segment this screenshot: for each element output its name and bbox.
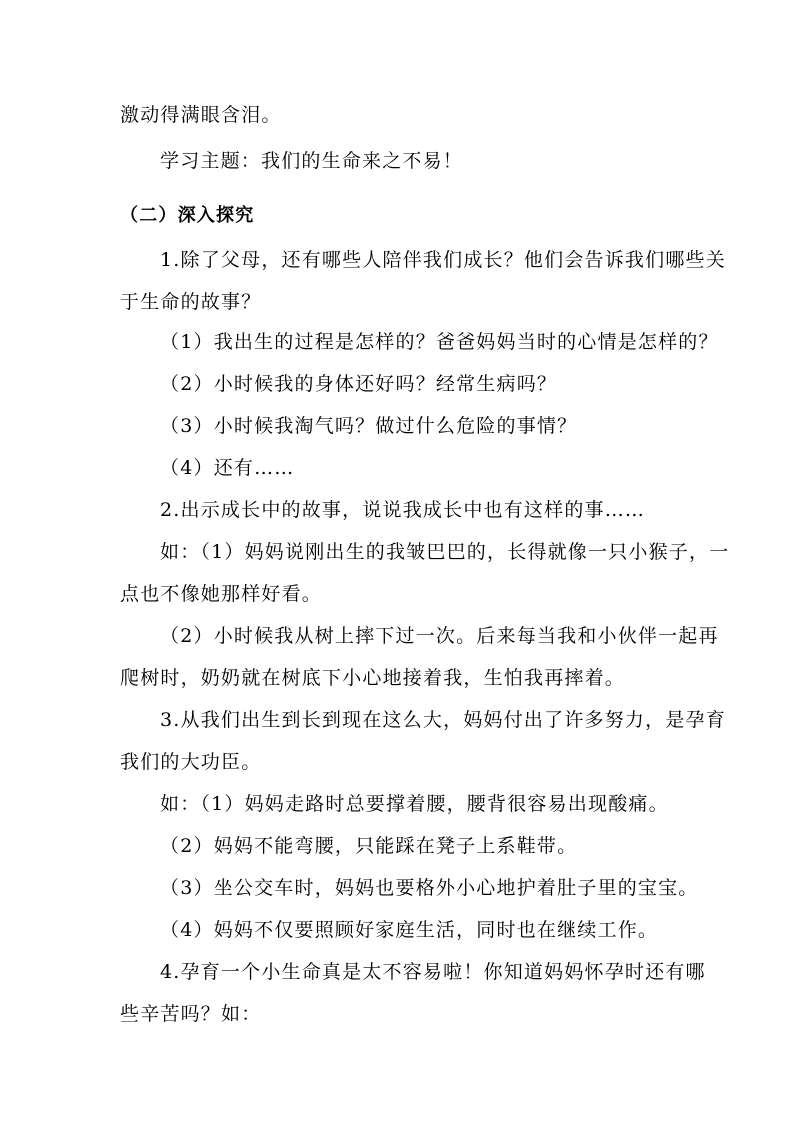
example-line: 如：（1）妈妈说刚出生的我皱巴巴的，长得就像一只小猴子，一	[160, 541, 730, 563]
example-line: 如：（1）妈妈走路时总要撑着腰，腰背很容易出现酸痛。	[160, 793, 669, 815]
paragraph-line: 3.从我们出生到长到现在这么大，妈妈付出了许多努力，是孕育	[160, 709, 726, 731]
example-line: （2）妈妈不能弯腰，只能踩在凳子上系鞋带。	[160, 835, 578, 857]
paragraph-line: 我们的大功臣。	[120, 751, 262, 773]
paragraph-line: 激动得满眼含泪。	[120, 104, 282, 126]
paragraph-line: 些辛苦吗？如：	[120, 1003, 262, 1025]
example-line: （4）妈妈不仅要照顾好家庭生活，同时也在继续工作。	[160, 919, 659, 941]
paragraph-line: 1.除了父母，还有哪些人陪伴我们成长？他们会告诉我们哪些关	[160, 249, 726, 271]
paragraph-line: 于生命的故事？	[120, 291, 262, 313]
paragraph-line: 2.出示成长中的故事，说说我成长中也有这样的事……	[160, 499, 646, 521]
list-item: （2）小时候我的身体还好吗？经常生病吗？	[160, 373, 558, 395]
list-item: （1）我出生的过程是怎样的？爸爸妈妈当时的心情是怎样的？	[160, 331, 719, 353]
study-theme-line: 学习主题：我们的生命来之不易！	[160, 150, 464, 172]
example-line: （3）坐公交车时，妈妈也要格外小心地护着肚子里的宝宝。	[160, 877, 699, 899]
example-line: 爬树时，奶奶就在树底下小心地接着我，生怕我再摔着。	[120, 667, 626, 689]
list-item: （3）小时候我淘气吗？做过什么危险的事情？	[160, 415, 578, 437]
example-line: （2）小时候我从树上摔下过一次。后来每当我和小伙伴一起再	[160, 625, 719, 647]
example-line: 点也不像她那样好看。	[120, 583, 323, 605]
list-item: （4）还有……	[160, 457, 295, 479]
section-heading: （二）深入探究	[120, 205, 255, 226]
paragraph-line: 4.孕育一个小生命真是太不容易啦！你知道妈妈怀孕时还有哪	[160, 961, 706, 983]
